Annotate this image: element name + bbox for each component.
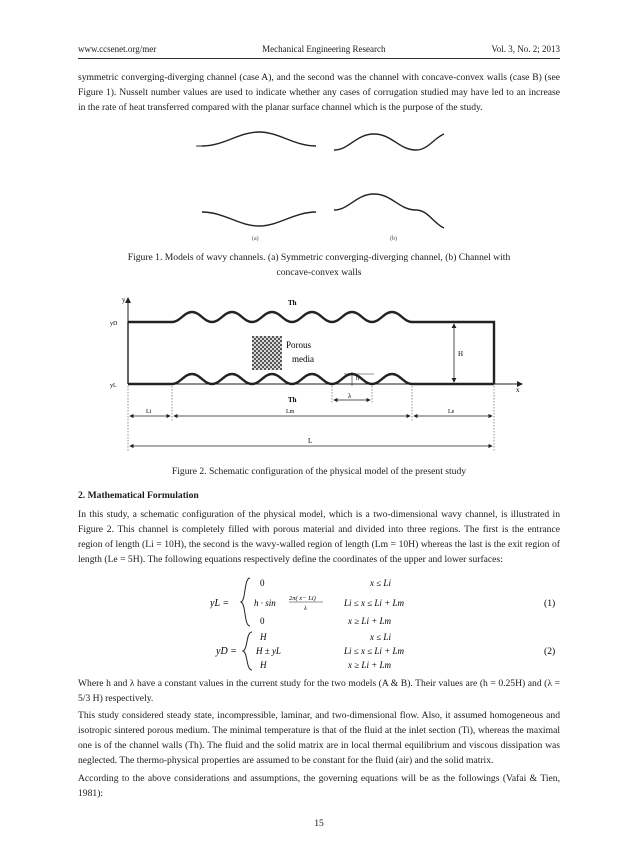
fig2-porous-swatch xyxy=(252,336,282,370)
header-url: www.ccsenet.org/mer xyxy=(78,44,157,54)
fig2-yd-label: yD xyxy=(110,321,118,327)
figure-1-diagram xyxy=(194,128,454,244)
header-journal: Mechanical Engineering Research xyxy=(262,44,386,54)
eq2-cond1: x ≤ Li xyxy=(370,632,391,642)
fig1a-lower-wall xyxy=(202,212,316,226)
fig1b-lower-wall xyxy=(334,194,444,228)
fig2-Lm-label: Lm xyxy=(286,409,295,415)
intro-paragraph: symmetric converging-diverging channel (case A), and the second was the channel with concave-convex walls (case B) (see Figure 1). Nusselt number values are used to indicate whether any cases of corrugation studied may have led to an increase in the rate of heat transferred compared with the planar surface channel which is the purpose of the study. xyxy=(78,72,560,113)
fig2-porous-label-2: media xyxy=(292,354,314,364)
fig2-Li-label: Li xyxy=(146,409,152,415)
section-heading: 2. Mathematical Formulation xyxy=(78,490,199,501)
eq2-case3: H xyxy=(260,660,267,670)
figure-2-diagram xyxy=(108,292,528,460)
fig2-Le-label: Le xyxy=(448,409,455,415)
eq1-cond1: x ≤ Li xyxy=(370,578,391,588)
section-paragraph-1: In this study, a schematic configuration of the physical model, which is a two-dimensional wavy channel, is illustrated in Figure 2. This channel is completely filled with porous material and divided into three regions. The first is the entrance region of length (Li = 10H), the second is the wavy-walled region of length (Lm = 10H) whereas the last is the exit region of length (Le = 5H). The following equations respectively define the coordinates of the upper and lower surfaces: xyxy=(78,509,560,565)
fig2-y-axis-label: y xyxy=(122,296,126,304)
fig2-H-label: H xyxy=(458,350,464,358)
fig2-bottom-wall-label: Th xyxy=(288,396,297,404)
fig1-label-b: (b) xyxy=(390,236,397,242)
fig2-top-wall-label: Th xyxy=(288,299,297,307)
eq2-cond3: x ≥ Li + Lm xyxy=(348,660,392,670)
eq1-lhs: yL = xyxy=(210,598,230,609)
eq1-frac-den: λ xyxy=(304,605,307,612)
page-number: 15 xyxy=(314,818,324,829)
eq1-case2: h · sin xyxy=(254,598,276,608)
fig2-lambda-label: λ xyxy=(348,392,352,400)
figure-1-caption-line-2: concave-convex walls xyxy=(276,267,362,278)
eq2-lhs: yD = xyxy=(216,646,237,657)
paragraph-assumptions: This study considered steady state, incompressible, laminar, and two-dimensional flow. Also, it assumed homogeneous and isotropic sintered porous medium. The minimal temperature is that of the fluid at the inlet section (Ti), whereas the maximal one is of the channel walls (Th). The fluid and the solid matrix are in local thermal equilibrium and viscous dissipation was neglected. The thermo-physical properties are assumed to be constant for the fluid (air) and the solid matrix. xyxy=(78,710,560,766)
fig2-h-label: h xyxy=(356,376,359,382)
eq2-case2: H ± yL xyxy=(256,646,281,656)
eq2-number: (2) xyxy=(544,646,556,657)
fig2-lower-wall xyxy=(128,374,494,384)
eq2-cond2: Li ≤ x ≤ Li + Lm xyxy=(344,646,404,656)
eq2-brace xyxy=(243,632,252,670)
header-volume: Vol. 3, No. 2; 2013 xyxy=(491,44,560,54)
eq1-cond3: x ≥ Li + Lm xyxy=(348,616,392,626)
figure-1-caption xyxy=(78,250,560,280)
fig1b-upper-wall xyxy=(334,134,444,150)
fig2-x-axis-label: x xyxy=(516,386,520,394)
eq1-case3: 0 xyxy=(260,616,265,626)
fig2-yl-label: yL xyxy=(110,383,117,389)
eq1-brace xyxy=(241,578,250,626)
paragraph-governing: According to the above considerations and assumptions, the governing equations will be as the followings (Vafai & Tien, 1981): xyxy=(78,773,560,799)
figure-2-caption: Figure 2. Schematic configuration of the physical model of the present study xyxy=(171,466,467,477)
eq1-cond2: Li ≤ x ≤ Li + Lm xyxy=(344,598,404,608)
eq1-case1: 0 xyxy=(260,578,265,588)
running-header xyxy=(78,44,560,54)
eq2-case1: H xyxy=(260,632,267,642)
eq1-number: (1) xyxy=(544,598,556,609)
paragraph-parameters: Where h and λ have a constant values in the current study for the two models (A & B). Their values are (h = 0.25H) and (λ = 5/3 H) respectively. xyxy=(78,678,560,704)
fig2-porous-label-1: Porous xyxy=(286,340,312,350)
equation-1 xyxy=(210,574,570,630)
fig1-label-a: (a) xyxy=(252,236,259,242)
equation-2 xyxy=(210,630,570,672)
eq1-frac-num: 2π( x− Li) xyxy=(289,595,316,602)
fig2-L-label: L xyxy=(308,437,313,445)
fig1a-upper-wall xyxy=(202,132,316,146)
figure-1-caption-line-1: Figure 1. Models of wavy channels. (a) Symmetric converging-diverging channel, (b) Channel with xyxy=(127,252,511,263)
header-rule xyxy=(78,58,560,59)
